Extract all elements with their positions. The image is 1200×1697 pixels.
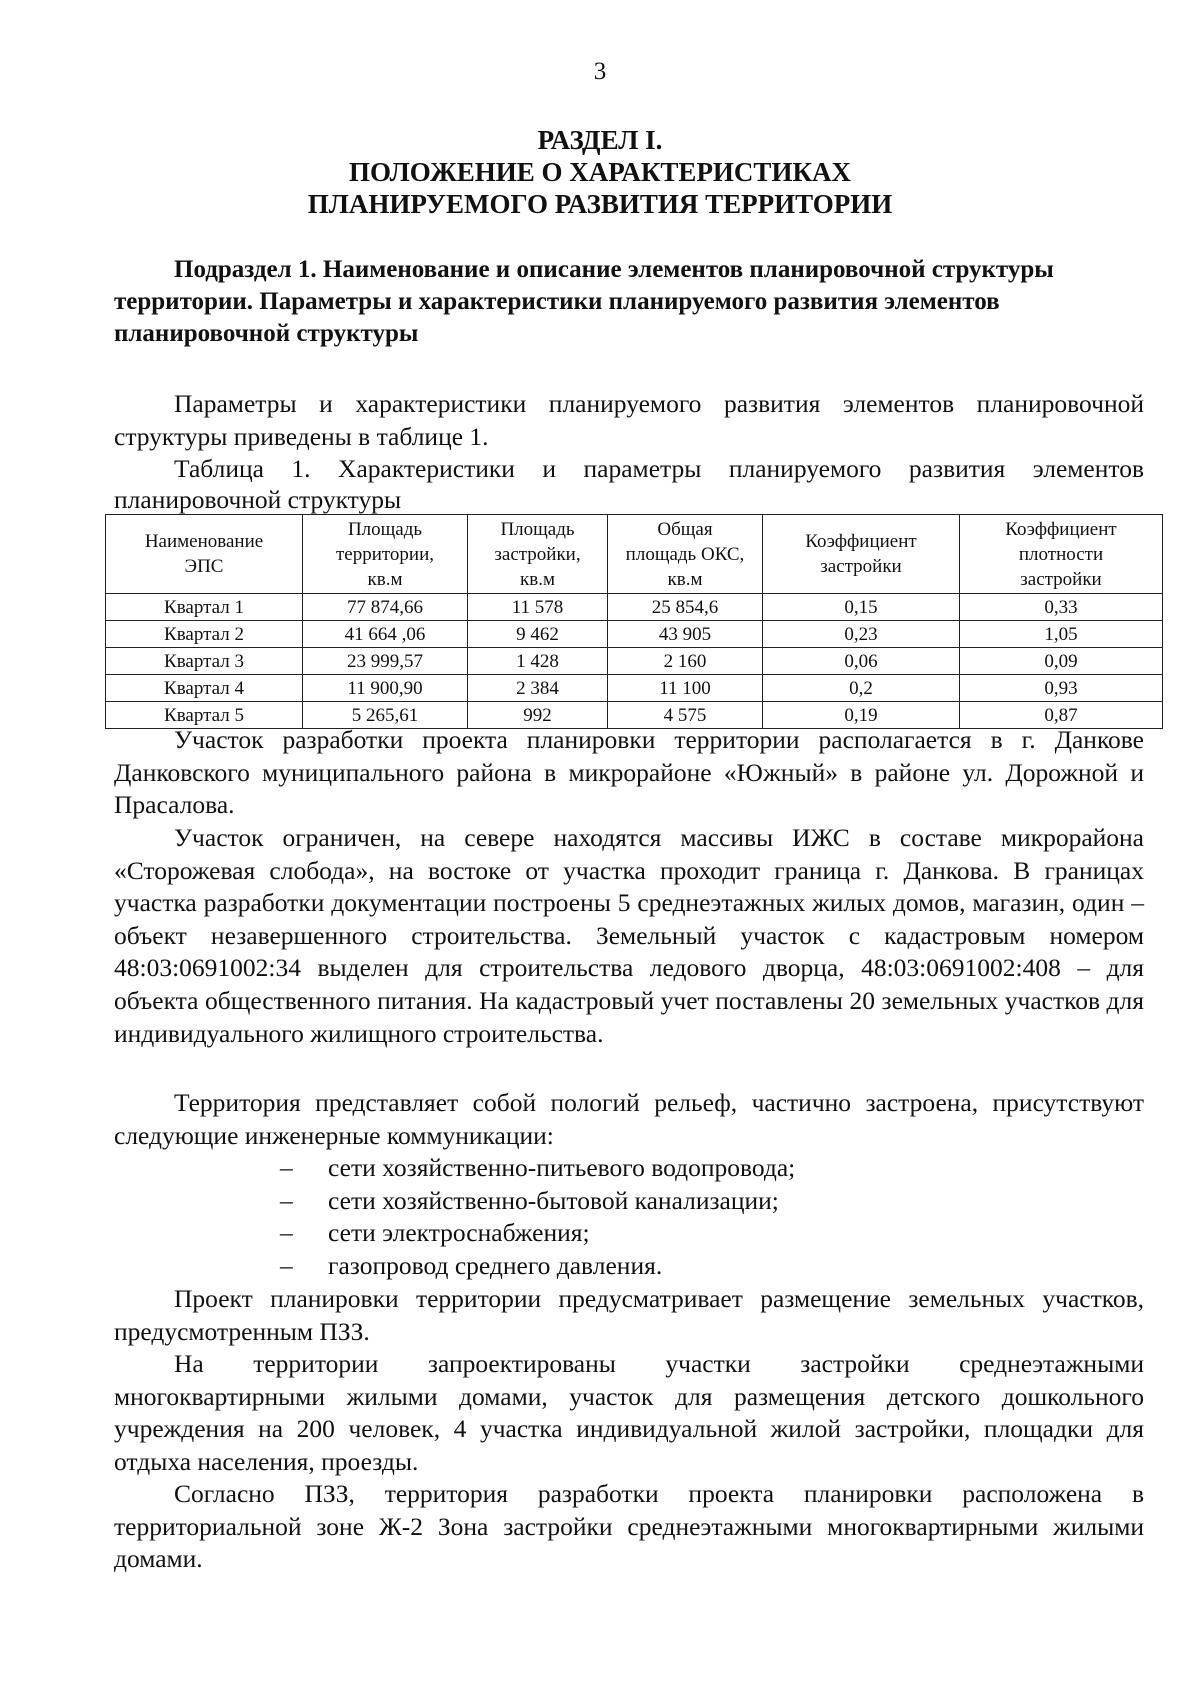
subsection-title: Подраздел 1. Наименование и описание элементов планировочной структуры территории. Параметры и характеристики планируемого развития элементов планировочной структуры (114, 256, 1054, 347)
characteristics-table (105, 514, 1163, 729)
table-cell: 0,87 (960, 702, 1163, 729)
header-territory-area: Площадь территории, кв.м (303, 515, 468, 594)
list-marker: – (280, 1250, 293, 1280)
table-cell: 41 664 ,06 (303, 621, 468, 648)
table-cell: 11 900,90 (303, 675, 468, 702)
table-cell: Квартал 2 (106, 621, 303, 648)
header-total-oks-area: Общая площадь ОКС, кв.м (608, 515, 763, 594)
table-cell: Квартал 5 (106, 702, 303, 729)
table-cell: 0,09 (960, 648, 1163, 675)
header-density-coefficient: Коэффициент плотности застройки (960, 515, 1163, 594)
table-row (106, 594, 1163, 621)
table-cell: 0,06 (763, 648, 960, 675)
section-title-line: ПЛАНИРУЕМОГО РАЗВИТИЯ ТЕРРИТОРИИ (307, 189, 893, 219)
zoning-paragraph: Согласно ПЗЗ, территория разработки проекта планировки расположена в территориальной зоне Ж-2 Зона застройки среднеэтажными многоквартирными жилыми домами. (114, 1479, 1144, 1574)
section-title (100, 124, 1100, 220)
design-paragraph: На территории запроектированы участки застройки среднеэтажными многоквартирными жилыми домами, участок для размещения детского дошкольного учреждения на 200 человек, 4 участка индивидуальной жилой застройки, площадки для отдыха населения, проезды. (114, 1349, 1144, 1476)
location-paragraph: Участок разработки проекта планировки территории располагается в г. Данкове Данковского муниципального района в микрорайоне «Южный» в районе ул. Дорожной и Прасалова. (114, 725, 1144, 820)
table-cell: 25 854,6 (608, 594, 763, 621)
header-building-coefficient: Коэффициент застройки (763, 515, 960, 594)
section-title-line: РАЗДЕЛ I. (537, 125, 663, 155)
table-cell: 992 (468, 702, 608, 729)
table-cell: 11 100 (608, 675, 763, 702)
list-marker: – (280, 1218, 293, 1248)
list-item: – сети хозяйственно-питьевого водопровода; (280, 1152, 1140, 1185)
relief-paragraph: Территория представляет собой пологий рельеф, частично застроена, присутствуют следующие инженерные коммуникации: (114, 1088, 1144, 1150)
table-cell: 43 905 (608, 621, 763, 648)
table-row (106, 621, 1163, 648)
list-item: – газопровод среднего давления. (280, 1250, 1140, 1283)
project-paragraph: Проект планировки территории предусматривает размещение земельных участков, предусмотренным ПЗЗ. (114, 1284, 1144, 1346)
intro-paragraph: Параметры и характеристики планируемого развития элементов планировочной структуры приведены в таблице 1. (114, 389, 1144, 451)
table-cell: 0,19 (763, 702, 960, 729)
header-name: Наименование ЭПС (106, 515, 303, 594)
table-cell: 5 265,61 (303, 702, 468, 729)
page-number: 3 (593, 58, 607, 85)
utilities-list (280, 1152, 1140, 1282)
table-cell: 0,23 (763, 621, 960, 648)
boundaries-paragraph: Участок ограничен, на севере находятся массивы ИЖС в составе микрорайона «Сторожевая слобода», на востоке от участка проходит граница г. Данкова. В границах участка разработки документации построены 5 среднеэтажных жилых домов, магазин, один – объект незавершенного строительства. Земельный участок с кадастровым номером 48:03:0691002:34 выделен для строительства ледового дворца, 48:03:0691002:408 – для объекта общественного питания. На кадастровый учет поставлены 20 земельных участков для индивидуального жилищного строительства. (114, 823, 1144, 1048)
table-cell: 2 384 (468, 675, 608, 702)
table-cell: 4 575 (608, 702, 763, 729)
table-cell: 1,05 (960, 621, 1163, 648)
table-caption: Таблица 1. Характеристики и параметры планируемого развития элементов планировочной структуры (114, 454, 1144, 514)
table-cell: Квартал 4 (106, 675, 303, 702)
header-building-area: Площадь застройки, кв.м (468, 515, 608, 594)
table-cell: 77 874,66 (303, 594, 468, 621)
table-cell: 0,93 (960, 675, 1163, 702)
table-cell: 0,2 (763, 675, 960, 702)
list-item: – сети хозяйственно-бытовой канализации; (280, 1185, 1140, 1218)
table-header-row (106, 515, 1163, 594)
list-marker: – (280, 1185, 293, 1215)
table-cell: 0,15 (763, 594, 960, 621)
table-cell: 1 428 (468, 648, 608, 675)
table-cell: 2 160 (608, 648, 763, 675)
section-title-line: ПОЛОЖЕНИЕ О ХАРАКТЕРИСТИКАХ (348, 157, 852, 187)
list-item: – сети электроснабжения; (280, 1217, 1140, 1250)
table-cell: 9 462 (468, 621, 608, 648)
table-cell: 23 999,57 (303, 648, 468, 675)
table-cell: Квартал 1 (106, 594, 303, 621)
table-cell: 0,33 (960, 594, 1163, 621)
table-row (106, 675, 1163, 702)
table-cell: 11 578 (468, 594, 608, 621)
table-row (106, 648, 1163, 675)
table-cell: Квартал 3 (106, 648, 303, 675)
list-marker: – (280, 1153, 293, 1182)
